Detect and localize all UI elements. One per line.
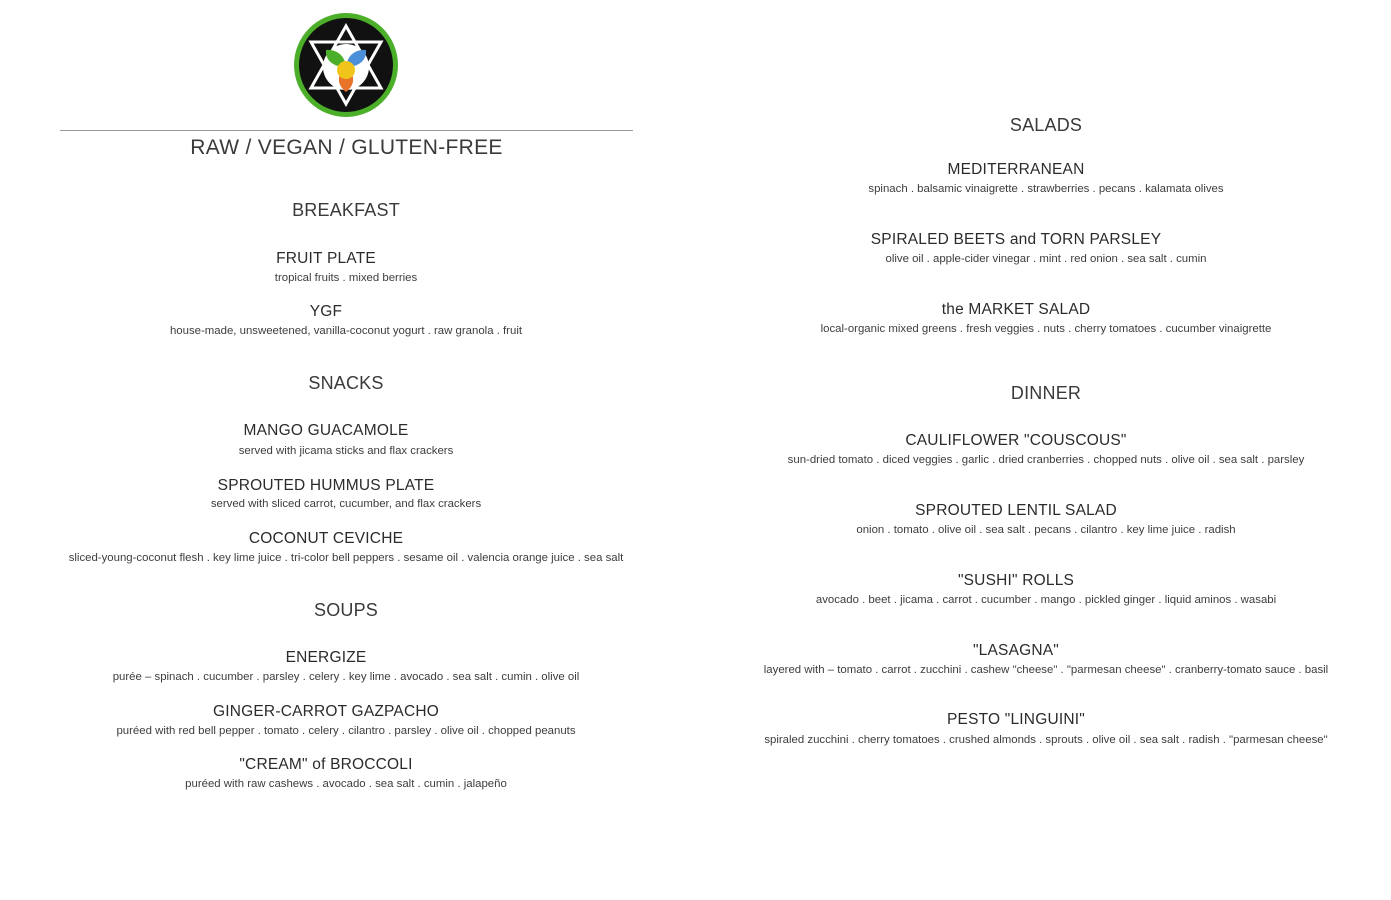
- menu-item-desc: spinach . balsamic vinaigrette . strawberries . pecans . kalamata olives: [868, 183, 1224, 195]
- menu-item-name: "SUSHI" ROLLS: [957, 572, 1075, 589]
- menu-item-desc: local-organic mixed greens . fresh veggies . nuts . cherry tomatoes . cucumber vinaigrette: [820, 323, 1272, 335]
- menu-item-desc: sun-dried tomato . diced veggies . garlic . dried cranberries . chopped nuts . olive oil . sea salt . parsley: [787, 454, 1305, 466]
- title-divider: [60, 130, 633, 131]
- dinner-heading: DINNER: [1010, 383, 1082, 403]
- menu-item-desc: served with sliced carrot, cucumber, and flax crackers: [210, 498, 482, 510]
- menu-item-name: the MARKET SALAD: [941, 301, 1091, 318]
- menu-item-name: MEDITERRANEAN: [947, 161, 1085, 178]
- menu-item-name: FRUIT PLATE: [276, 250, 376, 267]
- menu-item-name: COCONUT CEVICHE: [248, 530, 404, 547]
- menu-item-desc: spiraled zucchini . cherry tomatoes . crushed almonds . sprouts . olive oil . sea salt . radish . "parmesan cheese": [764, 734, 1328, 746]
- menu-item-name: "LASAGNA": [972, 642, 1060, 659]
- menu-item-name: YGF: [309, 303, 343, 320]
- breakfast-heading: BREAKFAST: [292, 200, 400, 220]
- menu-item-name: SPROUTED LENTIL SALAD: [915, 502, 1117, 519]
- menu-item-desc: layered with – tomato . carrot . zucchini . cashew "cheese" . "parmesan cheese" . cranberry-tomato sauce . basil: [763, 664, 1329, 676]
- menu-item-name: SPIRALED BEETS and TORN PARSLEY: [870, 231, 1162, 248]
- menu-item-desc: house-made, unsweetened, vanilla-coconut yogurt . raw granola . fruit: [169, 325, 523, 337]
- menu-item-desc: olive oil . apple-cider vinegar . mint . red onion . sea salt . cumin: [885, 253, 1207, 265]
- menu-item-name: MANGO GUACAMOLE: [243, 422, 409, 439]
- menu-item-name: SPROUTED HUMMUS PLATE: [217, 477, 435, 494]
- menu-item-desc: avocado . beet . jicama . carrot . cucumber . mango . pickled ginger . liquid aminos . wasabi: [815, 594, 1277, 606]
- snacks-heading: SNACKS: [308, 373, 384, 393]
- menu-item-desc: puréed with red bell pepper . tomato . celery . cilantro . parsley . olive oil . chopped peanuts: [116, 725, 576, 737]
- menu-item-desc: served with jicama sticks and flax crackers: [238, 445, 454, 457]
- menu-item-desc: onion . tomato . olive oil . sea salt . pecans . cilantro . key lime juice . radish: [856, 524, 1236, 536]
- restaurant-logo: [293, 12, 399, 118]
- menu-item-desc: tropical fruits . mixed berries: [274, 272, 418, 284]
- salads-heading: SALADS: [1009, 115, 1083, 135]
- soups-heading: SOUPS: [313, 600, 379, 620]
- menu-item-name: CAULIFLOWER "COUSCOUS": [905, 432, 1127, 449]
- menu-item-desc: puréed with raw cashews . avocado . sea salt . cumin . jalapeño: [185, 778, 507, 790]
- menu-item-name: PESTO "LINGUINI": [947, 711, 1085, 728]
- triad-leaf-logo-icon: [293, 12, 399, 118]
- menu-title: RAW / VEGAN / GLUTEN-FREE: [190, 136, 503, 159]
- menu-item-name: ENERGIZE: [285, 649, 367, 666]
- menu-item-desc: purée – spinach . cucumber . parsley . celery . key lime . avocado . sea salt . cumin . olive oil: [112, 671, 580, 683]
- menu-item-name: GINGER-CARROT GAZPACHO: [212, 703, 439, 720]
- menu-item-name: "CREAM" of BROCCOLI: [239, 756, 413, 773]
- menu-item-desc: sliced-young-coconut flesh . key lime juice . tri-color bell peppers . sesame oil . valencia orange juice . sea salt: [68, 552, 624, 564]
